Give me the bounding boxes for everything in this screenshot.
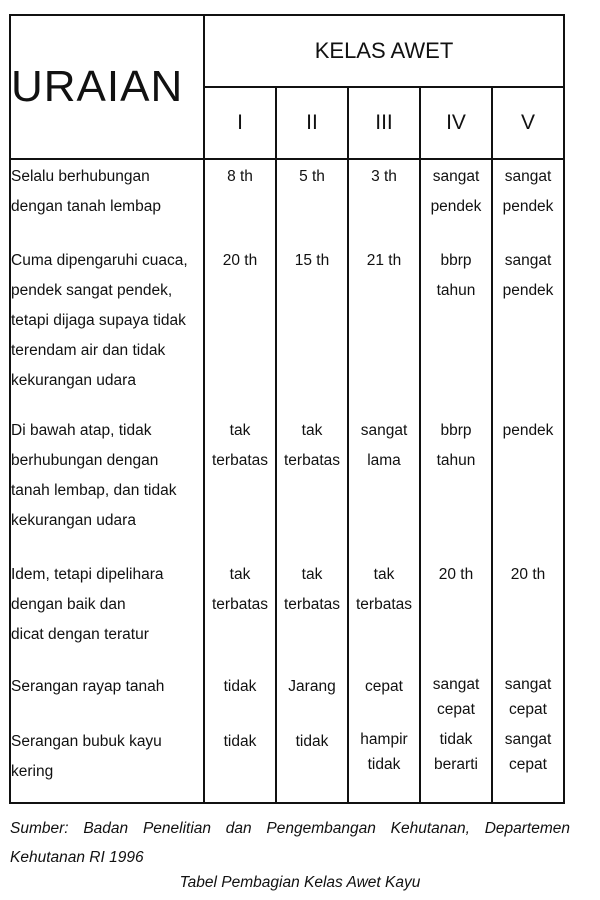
value-line: tidak: [367, 756, 401, 773]
description-line: berhubungan dengan: [11, 452, 159, 469]
table-row: [10, 670, 564, 725]
class-value-cell: [492, 725, 564, 803]
row-description: [10, 670, 204, 725]
value-line: bbrp: [440, 422, 472, 439]
class-value-cell: [276, 725, 348, 803]
value-line: cepat: [437, 701, 475, 718]
value-line: sangat: [432, 676, 480, 693]
value-line: tidak: [223, 733, 257, 750]
description-line: Serangan rayap tanah: [11, 678, 165, 695]
row-description: [10, 244, 204, 414]
value-line: 5 th: [299, 168, 325, 185]
value-line: tahun: [436, 452, 476, 469]
value-line: tak: [229, 422, 251, 439]
class-value-cell: [492, 558, 564, 670]
value-line: sangat: [504, 168, 552, 185]
value-line: tidak: [439, 731, 473, 748]
class-value-cell: [348, 725, 420, 803]
value-line: terbatas: [283, 452, 340, 469]
row-description: [10, 414, 204, 558]
value-line: terbatas: [211, 452, 268, 469]
description-line: Di bawah atap, tidak: [11, 422, 152, 439]
class-header-iv: IV: [420, 87, 492, 159]
class-value-cell: [420, 725, 492, 803]
durability-class-table: [9, 14, 565, 804]
class-value-cell: [420, 558, 492, 670]
description-line: dengan tanah lembap: [11, 198, 161, 215]
value-line: cepat: [365, 678, 403, 695]
description-line: kering: [11, 763, 54, 780]
value-line: tak: [229, 566, 251, 583]
description-line: kekurangan udara: [11, 372, 136, 389]
description-line: Idem, tetapi dipelihara: [11, 566, 164, 583]
class-value-cell: [204, 244, 276, 414]
class-value-cell: [348, 244, 420, 414]
value-line: pendek: [502, 422, 554, 439]
class-value-cell: [204, 725, 276, 803]
value-line: tidak: [223, 678, 257, 695]
class-value-cell: [276, 414, 348, 558]
class-value-cell: [276, 159, 348, 244]
class-value-cell: [492, 159, 564, 244]
value-line: pendek: [502, 282, 554, 299]
class-value-cell: [492, 670, 564, 725]
class-value-cell: [420, 670, 492, 725]
table-body: [10, 159, 564, 803]
class-header-i: I: [204, 87, 276, 159]
class-header-v: V: [492, 87, 564, 159]
value-line: sangat: [432, 168, 480, 185]
class-value-cell: [420, 414, 492, 558]
row-description: [10, 725, 204, 803]
value-line: 20 th: [438, 566, 474, 583]
row-description: [10, 558, 204, 670]
description-line: kekurangan udara: [11, 512, 136, 529]
value-line: sangat: [504, 731, 552, 748]
value-line: terbatas: [355, 596, 412, 613]
value-line: berarti: [434, 756, 478, 773]
description-line: dicat dengan teratur: [11, 626, 149, 643]
description-line: Serangan bubuk kayu: [11, 733, 162, 750]
kelas-awet-header: KELAS AWET: [204, 15, 564, 87]
value-line: tahun: [436, 282, 476, 299]
value-line: sangat: [504, 676, 552, 693]
class-value-cell: [204, 670, 276, 725]
value-line: tak: [301, 422, 323, 439]
class-value-cell: [276, 244, 348, 414]
value-line: terbatas: [211, 596, 268, 613]
class-value-cell: [204, 558, 276, 670]
class-value-cell: [420, 244, 492, 414]
value-line: cepat: [509, 701, 547, 718]
class-value-cell: [204, 159, 276, 244]
description-line: Cuma dipengaruhi cuaca,: [11, 252, 188, 269]
description-line: dengan baik dan: [11, 596, 126, 613]
value-line: 21 th: [366, 252, 402, 269]
class-value-cell: [492, 244, 564, 414]
value-line: 8 th: [227, 168, 253, 185]
class-value-cell: [348, 558, 420, 670]
value-line: lama: [367, 452, 401, 469]
value-line: bbrp: [440, 252, 472, 269]
description-line: tetapi dijaga supaya tidak: [11, 312, 186, 329]
value-line: hampir: [360, 731, 408, 748]
class-value-cell: [348, 670, 420, 725]
description-line: Selalu berhubungan: [11, 168, 150, 185]
value-line: tak: [373, 566, 395, 583]
value-line: cepat: [509, 756, 547, 773]
table-row: [10, 725, 564, 803]
class-value-cell: [420, 159, 492, 244]
value-line: 3 th: [371, 168, 397, 185]
value-line: tak: [301, 566, 323, 583]
value-line: pendek: [502, 198, 554, 215]
uraian-header: URAIAN: [10, 15, 204, 159]
source-note: Sumber: Badan Penelitian dan Pengembangan Kehutanan, Departemen Kehutanan RI 1996: [10, 820, 570, 866]
value-line: 20 th: [510, 566, 546, 583]
row-description: [10, 159, 204, 244]
table-row: [10, 414, 564, 558]
description-line: tanah lembap, dan tidak: [11, 482, 177, 499]
description-line: pendek sangat pendek,: [11, 282, 173, 299]
table-row: [10, 159, 564, 244]
value-line: terbatas: [283, 596, 340, 613]
class-value-cell: [348, 414, 420, 558]
class-value-cell: [276, 558, 348, 670]
table-row: [10, 558, 564, 670]
class-header-ii: II: [276, 87, 348, 159]
value-line: 20 th: [222, 252, 258, 269]
table-row: [10, 244, 564, 414]
class-value-cell: [204, 414, 276, 558]
class-value-cell: [276, 670, 348, 725]
class-header-iii: III: [348, 87, 420, 159]
value-line: Jarang: [288, 678, 336, 695]
table-caption: Tabel Pembagian Kelas Awet Kayu: [179, 874, 421, 891]
value-line: 15 th: [294, 252, 330, 269]
value-line: sangat: [504, 252, 552, 269]
value-line: sangat: [360, 422, 408, 439]
value-line: tidak: [295, 733, 329, 750]
description-line: terendam air dan tidak: [11, 342, 166, 359]
class-value-cell: [492, 414, 564, 558]
value-line: pendek: [430, 198, 482, 215]
class-value-cell: [348, 159, 420, 244]
